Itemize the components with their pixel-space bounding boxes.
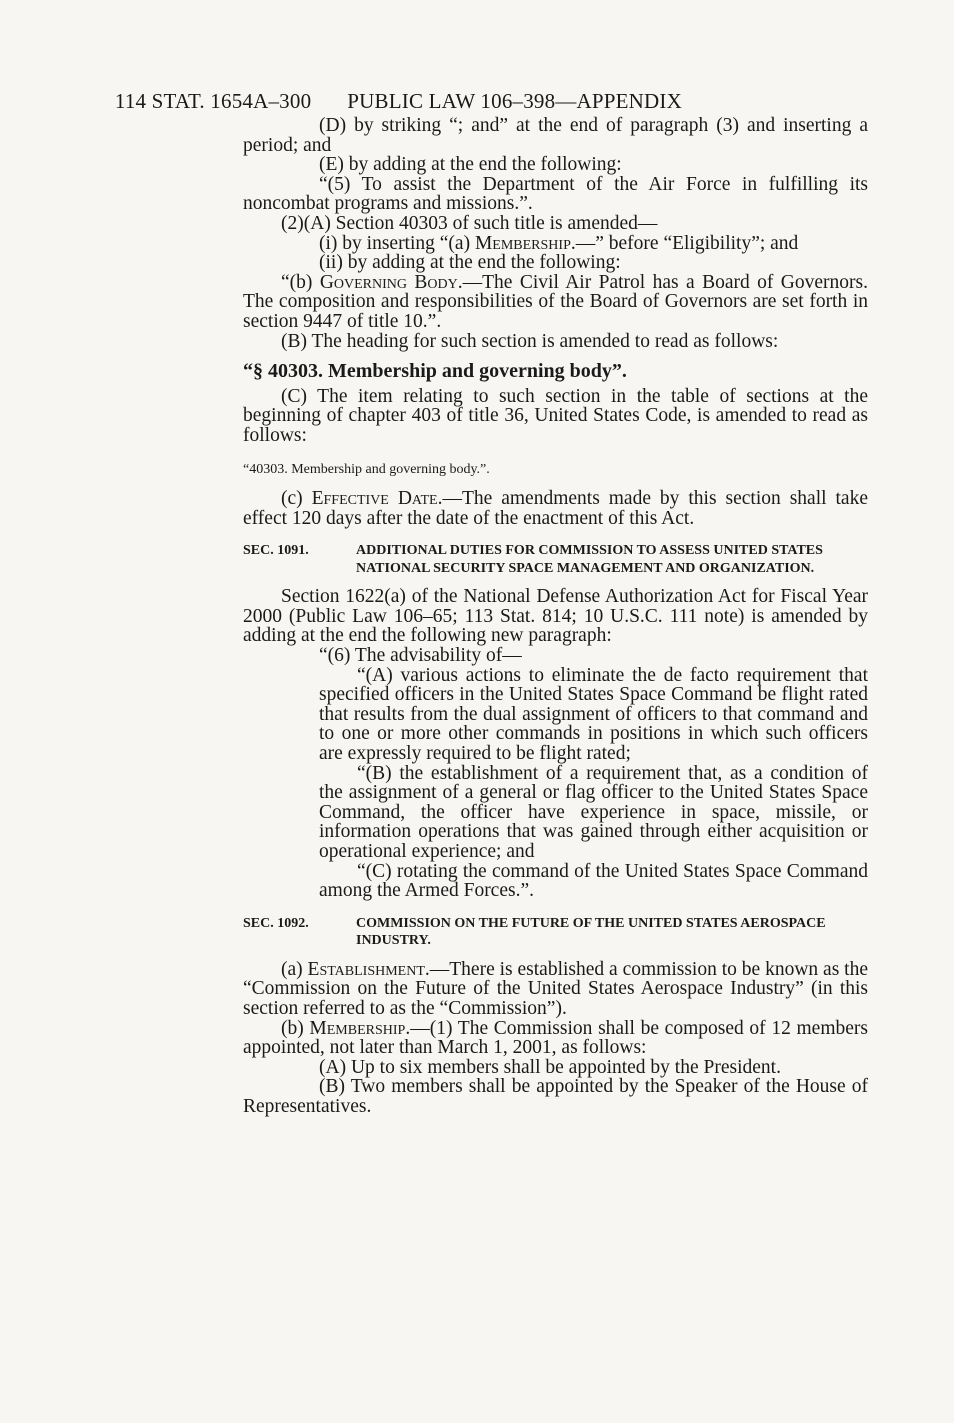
subparagraph-block [319, 666, 868, 901]
page-header [104, 62, 864, 114]
small-caps-run: Membership [474, 232, 571, 254]
section-number: SEC. 1091. [243, 543, 309, 559]
paragraph [243, 1019, 868, 1058]
text-run: (c) [281, 488, 312, 510]
text-run: .—There is established a commission to be known as the “Commission on the Future of the United States Aerospace Industry” (in this section referred to as the “Commission”). [243, 958, 868, 1019]
paragraph: “(B) the establishment of a requirement that, as a condition of the assignment of a general or flag officer to the United States Space Command, the officer have experience in space, missile, or information operations that was gained through either acquisition or operational experience; and [319, 762, 868, 862]
paragraph: (D) by striking “; and” at the end of paragraph (3) and inserting a period; and [243, 115, 868, 156]
section-heading: “§ 40303. Membership and governing body”. [243, 360, 627, 383]
text-run: .—(1) The Commission shall be composed of 12 members appointed, not later than March 1, 2001, as follows: [243, 1017, 868, 1059]
paragraph: (2)(A) Section 40303 of such title is amended— [281, 212, 658, 234]
paragraph: “(C) rotating the command of the United States Space Command among the Armed Forces.”. [319, 860, 868, 902]
text-run: (b) [281, 1017, 310, 1039]
paragraph: (E) by adding at the end the following: [319, 154, 622, 176]
paragraph [243, 234, 868, 254]
paragraph: (ii) by adding at the end the following: [319, 252, 621, 274]
small-caps-run: Establishment [307, 958, 425, 980]
table-item: “40303. Membership and governing body.”. [243, 461, 490, 477]
paragraph: “(5) To assist the Department of the Air Force in fulfilling its noncombat programs and missions.”. [243, 173, 868, 215]
text-run: (a) [281, 958, 308, 980]
section-1092-heading [243, 915, 868, 950]
text-run: .—The amendments made by this section shall take effect 120 days after the date of the enactment of this Act. [243, 488, 868, 529]
text-run: “(b) [281, 271, 320, 293]
section-1091-heading [243, 542, 868, 577]
statute-citation: 114 STAT. 1654A–300 [114, 89, 312, 113]
text-run: .—” before “Eligibility”; and [570, 232, 799, 254]
paragraph: (C) The item relating to such section in the table of sections at the beginning of chapter 403 of title 36, United States Code, is amended to read as follows: [243, 385, 868, 446]
paragraph: “(A) various actions to eliminate the de facto requirement that specified officers in the United States Space Command be flight rated that results from the dual assignment of officers to that command and to one or more other commands in positions in which such officers are expressly required to be flight rated; [319, 664, 868, 765]
paragraph: (B) The heading for such section is amended to read as follows: [281, 330, 779, 352]
paragraph [243, 489, 868, 528]
paragraph: (B) Two members shall be appointed by the Speaker of the House of Representatives. [243, 1076, 868, 1117]
section-title: COMMISSION ON THE FUTURE OF THE UNITED STATES AEROSPACE INDUSTRY. [356, 915, 826, 949]
small-caps-run: Effective Date [311, 488, 438, 510]
small-caps-run: Governing Body [319, 271, 458, 293]
section-title: ADDITIONAL DUTIES FOR COMMISSION TO ASSESS UNITED STATES NATIONAL SECURITY SPACE MANAGEMENT AND ORGANIZATION. [356, 543, 823, 576]
paragraph [243, 273, 868, 332]
document-body [243, 116, 868, 1117]
paragraph: “(6) The advisability of— [319, 645, 522, 667]
small-caps-run: Membership [309, 1017, 406, 1039]
text-run: .—The Civil Air Patrol has a Board of Governors. The composition and responsibilities of the Board of Governors are set forth in section 9447 of title 10.”. [243, 271, 868, 332]
paragraph: Section 1622(a) of the National Defense Authorization Act for Fiscal Year 2000 (Public Law 106–65; 113 Stat. 814; 10 U.S.C. 111 note) is amended by adding at the end the following new paragraph: [243, 586, 868, 647]
paragraph: (A) Up to six members shall be appointed by the President. [319, 1056, 781, 1078]
paragraph [243, 960, 868, 1019]
section-number: SEC. 1092. [243, 915, 309, 931]
law-title: PUBLIC LAW 106–398—APPENDIX [347, 89, 682, 113]
text-run: (i) by inserting “(a) [319, 232, 475, 254]
